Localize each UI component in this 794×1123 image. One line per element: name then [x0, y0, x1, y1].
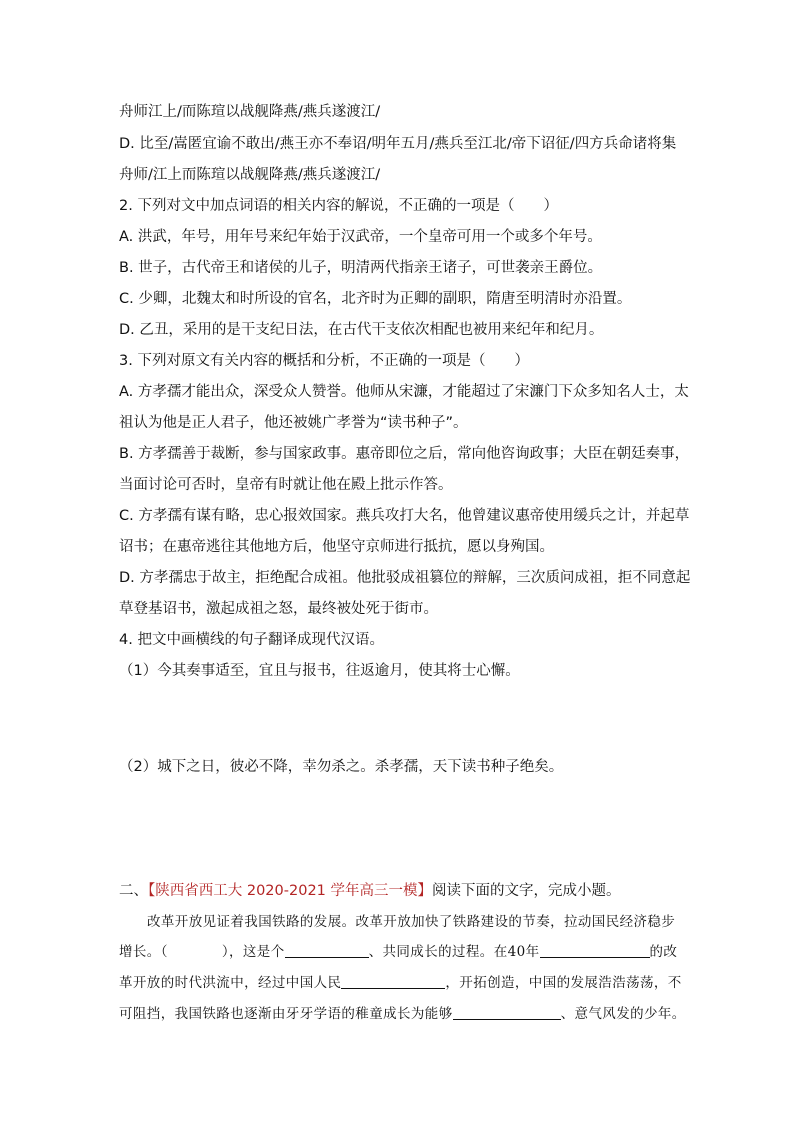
- answer-blank[interactable]: [168, 944, 222, 958]
- answer-blank[interactable]: [453, 1005, 561, 1020]
- section-instruction: 阅读下面的文字，完成小题。: [432, 883, 621, 899]
- option-d: D. 乙丑，采用的是干支纪日法，在古代干支依次相配也被用来纪年和纪月。: [119, 322, 604, 338]
- answer-blank[interactable]: [341, 974, 445, 989]
- passage-text: ），这是个: [221, 944, 285, 960]
- section-heading: [119, 881, 621, 901]
- question-3: 3. 下列对原文有关内容的概括和分析，不正确的一项是（ ）: [119, 353, 529, 369]
- passage-text: 的改: [649, 944, 678, 960]
- passage-text: 增长。（: [119, 944, 168, 960]
- option-d-cont: 草登基诏书，激起成祖之怒，最终被处死于街市。: [119, 601, 438, 617]
- passage-text: 、意气风发的少年。: [560, 1006, 686, 1022]
- option-a: A. 洪武，年号，用年号来纪年始于汉武帝，一个皇帝可用一个或多个年号。: [119, 229, 602, 245]
- option-b-cont: 当面讨论可否时，皇帝有时就让他在殿上批示作答。: [119, 477, 453, 493]
- passage-text: 改革开放见证着我国铁路的发展。改革开放加快了铁路建设的节奏，拉动国民经济稳步: [147, 914, 676, 930]
- translation-item-2: （2）城下之日，彼必不降，幸勿杀之。杀孝孺，天下读书种子绝矣。: [119, 759, 564, 775]
- option-d-line: D. 比至/嵩匿宜谕不敢出/燕王亦不奉诏/明年五月/燕兵至江北/帝下诏征/四方兵命诸将集: [119, 136, 677, 152]
- passage-text: 可阻挡，我国铁路也逐渐由牙牙学语的稚童成长为能够: [119, 1006, 453, 1022]
- option-c-cont: 诏书；在惠帝逃往其他地方后，他坚守京师进行抵抗，愿以身殉国。: [119, 539, 554, 555]
- option-d: D. 方孝孺忠于故主，拒绝配合成祖。他批驳成祖篡位的辩解，三次质问成祖，拒不同意起: [119, 570, 691, 586]
- translation-item-1: （1）今其奏事适至，宜且与报书，往返逾月，使其将士心懈。: [119, 663, 520, 679]
- source-label: 【陕西省西工大 2020-2021 学年高三一模】: [148, 883, 433, 899]
- answer-blank[interactable]: [540, 943, 650, 958]
- section-number: 二、: [119, 883, 148, 899]
- passage-text: 、共同成长的过程。在40年: [368, 944, 540, 960]
- passage-text: 革开放的时代洪流中，经过中国人民: [119, 975, 342, 991]
- text-line: 舟师江上/而陈瑄以战舰降燕/燕兵遂渡江/: [119, 104, 381, 120]
- question-4: 4. 把文中画横线的句子翻译成现代汉语。: [119, 632, 384, 648]
- passage-line: [147, 912, 675, 932]
- passage-line: [119, 973, 682, 993]
- passage-line: [119, 942, 677, 962]
- option-c: C. 少卿，北魏太和时所设的官名，北齐时为正卿的副职，隋唐至明清时亦沿置。: [119, 291, 632, 307]
- option-b: B. 世子，古代帝王和诸侯的儿子，明清两代指亲王诸子，可世袭亲王爵位。: [119, 260, 603, 276]
- option-b: B. 方孝孺善于裁断，参与国家政事。惠帝即位之后，常向他咨询政事；大臣在朝廷奏事，: [119, 446, 690, 462]
- option-a-cont: 祖认为他是正人君子，他还被姚广孝誉为“读书种子”。: [119, 415, 468, 431]
- passage-line: [119, 1004, 686, 1024]
- text-line: 舟师/江上而陈瑄以战舰降燕/燕兵遂渡江/: [119, 167, 381, 183]
- answer-blank[interactable]: [285, 943, 369, 958]
- option-a: A. 方孝孺才能出众，深受众人赞誉。他师从宋濂，才能超过了宋濂门下众多知名人士，太: [119, 384, 689, 400]
- question-2: 2. 下列对文中加点词语的相关内容的解说，不正确的一项是（ ）: [119, 198, 558, 214]
- option-c: C. 方孝孺有谋有略，忠心报效国家。燕兵攻打大名，他曾建议惠帝使用缓兵之计，并起草: [119, 508, 690, 524]
- passage-text: ，开拓创造，中国的发展浩浩荡荡，不: [445, 975, 682, 991]
